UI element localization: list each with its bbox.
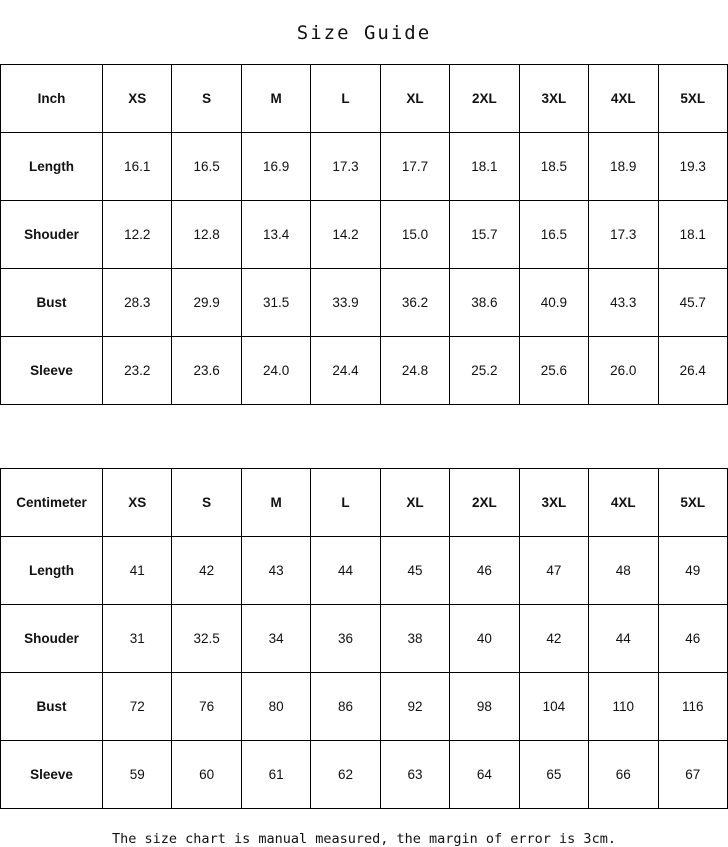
- size-header-m: M: [241, 469, 310, 537]
- table-header-row: [1, 469, 728, 537]
- cell-value: 18.5: [519, 133, 588, 201]
- cell-value: 104: [519, 673, 588, 741]
- cell-value: 116: [658, 673, 728, 741]
- cell-value: 67: [658, 741, 728, 809]
- cell-value: 25.2: [450, 337, 519, 405]
- size-table-inch: [0, 64, 728, 405]
- cell-value: 43.3: [589, 269, 658, 337]
- table-row: [1, 605, 728, 673]
- size-header-l: L: [311, 65, 380, 133]
- size-header-5xl: 5XL: [658, 469, 728, 537]
- cell-value: 38: [380, 605, 449, 673]
- cell-value: 80: [241, 673, 310, 741]
- cell-value: 46: [658, 605, 728, 673]
- cell-value: 25.6: [519, 337, 588, 405]
- cell-value: 12.8: [172, 201, 241, 269]
- row-label-bust: Bust: [1, 673, 103, 741]
- cell-value: 32.5: [172, 605, 241, 673]
- cell-value: 46: [450, 537, 519, 605]
- size-header-s: S: [172, 469, 241, 537]
- cell-value: 12.2: [103, 201, 172, 269]
- size-header-3xl: 3XL: [519, 65, 588, 133]
- cell-value: 17.7: [380, 133, 449, 201]
- cell-value: 13.4: [241, 201, 310, 269]
- cell-value: 14.2: [311, 201, 380, 269]
- cell-value: 24.8: [380, 337, 449, 405]
- size-header-xs: XS: [103, 469, 172, 537]
- cell-value: 72: [103, 673, 172, 741]
- size-header-xl: XL: [380, 65, 449, 133]
- cell-value: 16.5: [172, 133, 241, 201]
- cell-value: 60: [172, 741, 241, 809]
- size-header-4xl: 4XL: [589, 469, 658, 537]
- cell-value: 26.0: [589, 337, 658, 405]
- cell-value: 15.0: [380, 201, 449, 269]
- table-row: [1, 337, 728, 405]
- cell-value: 110: [589, 673, 658, 741]
- unit-label-centimeter: Centimeter: [1, 469, 103, 537]
- cell-value: 33.9: [311, 269, 380, 337]
- cell-value: 17.3: [311, 133, 380, 201]
- cell-value: 41: [103, 537, 172, 605]
- table-row: [1, 537, 728, 605]
- cell-value: 59: [103, 741, 172, 809]
- cell-value: 34: [241, 605, 310, 673]
- cell-value: 86: [311, 673, 380, 741]
- cell-value: 15.7: [450, 201, 519, 269]
- table-row: [1, 133, 728, 201]
- cell-value: 66: [589, 741, 658, 809]
- size-header-4xl: 4XL: [589, 65, 658, 133]
- cell-value: 62: [311, 741, 380, 809]
- size-header-s: S: [172, 65, 241, 133]
- size-header-xs: XS: [103, 65, 172, 133]
- size-header-3xl: 3XL: [519, 469, 588, 537]
- size-table-centimeter: [0, 468, 728, 809]
- row-label-bust: Bust: [1, 269, 103, 337]
- cell-value: 16.1: [103, 133, 172, 201]
- cell-value: 31: [103, 605, 172, 673]
- cell-value: 63: [380, 741, 449, 809]
- cell-value: 42: [519, 605, 588, 673]
- table-row: [1, 673, 728, 741]
- unit-label-inch: Inch: [1, 65, 103, 133]
- cell-value: 26.4: [658, 337, 728, 405]
- cell-value: 18.1: [658, 201, 728, 269]
- size-header-5xl: 5XL: [658, 65, 728, 133]
- cell-value: 16.9: [241, 133, 310, 201]
- size-header-2xl: 2XL: [450, 469, 519, 537]
- row-label-sleeve: Sleeve: [1, 741, 103, 809]
- measurement-disclaimer: The size chart is manual measured, the margin of error is 3cm.: [112, 831, 616, 847]
- table-row: [1, 201, 728, 269]
- size-header-2xl: 2XL: [450, 65, 519, 133]
- cell-value: 36.2: [380, 269, 449, 337]
- cell-value: 61: [241, 741, 310, 809]
- cell-value: 44: [589, 605, 658, 673]
- cell-value: 92: [380, 673, 449, 741]
- cell-value: 45: [380, 537, 449, 605]
- cell-value: 44: [311, 537, 380, 605]
- cell-value: 49: [658, 537, 728, 605]
- cell-value: 64: [450, 741, 519, 809]
- cell-value: 23.6: [172, 337, 241, 405]
- cell-value: 42: [172, 537, 241, 605]
- table-header-row: [1, 65, 728, 133]
- row-label-shouder: Shouder: [1, 201, 103, 269]
- row-label-sleeve: Sleeve: [1, 337, 103, 405]
- row-label-length: Length: [1, 537, 103, 605]
- cell-value: 40.9: [519, 269, 588, 337]
- cell-value: 43: [241, 537, 310, 605]
- size-header-m: M: [241, 65, 310, 133]
- size-header-l: L: [311, 469, 380, 537]
- cell-value: 48: [589, 537, 658, 605]
- cell-value: 29.9: [172, 269, 241, 337]
- cell-value: 16.5: [519, 201, 588, 269]
- size-header-xl: XL: [380, 469, 449, 537]
- cell-value: 40: [450, 605, 519, 673]
- cell-value: 76: [172, 673, 241, 741]
- table-row: [1, 741, 728, 809]
- cell-value: 18.1: [450, 133, 519, 201]
- cell-value: 45.7: [658, 269, 728, 337]
- cell-value: 28.3: [103, 269, 172, 337]
- cell-value: 47: [519, 537, 588, 605]
- cell-value: 24.4: [311, 337, 380, 405]
- cell-value: 19.3: [658, 133, 728, 201]
- cell-value: 98: [450, 673, 519, 741]
- table-separator: [0, 405, 728, 468]
- cell-value: 31.5: [241, 269, 310, 337]
- cell-value: 36: [311, 605, 380, 673]
- cell-value: 38.6: [450, 269, 519, 337]
- row-label-length: Length: [1, 133, 103, 201]
- cell-value: 24.0: [241, 337, 310, 405]
- cell-value: 65: [519, 741, 588, 809]
- page-title: Size Guide: [296, 22, 432, 44]
- table-row: [1, 269, 728, 337]
- cell-value: 18.9: [589, 133, 658, 201]
- cell-value: 17.3: [589, 201, 658, 269]
- row-label-shouder: Shouder: [1, 605, 103, 673]
- cell-value: 23.2: [103, 337, 172, 405]
